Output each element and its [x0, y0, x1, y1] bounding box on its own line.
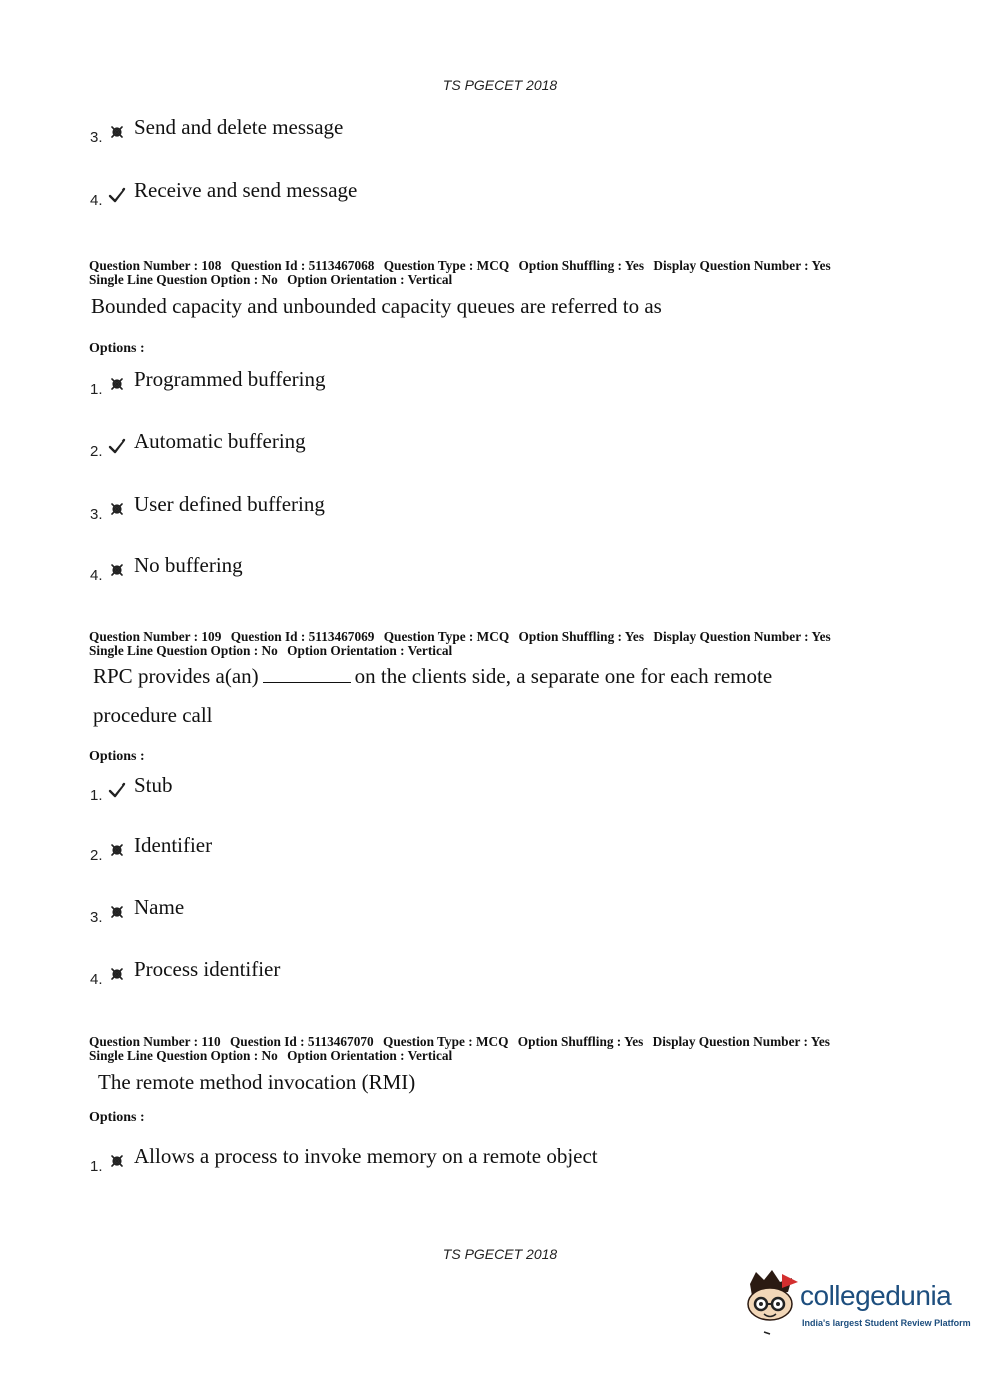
check-icon: [108, 437, 126, 455]
option-number: 2.: [90, 443, 103, 460]
option-shuffling: Option Shuffling : Yes: [517, 1034, 644, 1049]
single-line-option: Single Line Question Option : No: [89, 643, 278, 658]
check-icon: [108, 186, 126, 204]
question-meta: [89, 1035, 836, 1063]
cross-icon: [108, 1152, 126, 1170]
cross-icon: [108, 841, 126, 859]
option-number: 4.: [90, 567, 103, 584]
page-footer: TS PGECET 2018: [442, 1246, 558, 1262]
single-line-option: Single Line Question Option : No: [89, 272, 278, 287]
options-label: Options :: [89, 1110, 145, 1125]
option-number: 3.: [90, 129, 103, 146]
question-number: Question Number : 108: [89, 258, 222, 273]
option-number: 4.: [90, 192, 103, 209]
question-text: [93, 664, 772, 689]
question-type: Question Type : MCQ: [383, 629, 510, 644]
question-text: Bounded capacity and unbounded capacity queues are referred to as: [91, 294, 662, 318]
question-meta: [89, 630, 837, 658]
option-number: 3.: [90, 506, 103, 523]
option-shuffling: Option Shuffling : Yes: [518, 258, 645, 273]
question-id: Question Id : 5113467069: [230, 629, 375, 644]
display-question-number: Display Question Number : Yes: [652, 1034, 830, 1049]
question-text-part1: RPC provides a(an): [93, 664, 259, 688]
option-text: User defined buffering: [134, 492, 325, 516]
option-number: 2.: [90, 847, 103, 864]
options-label: Options :: [89, 749, 145, 764]
option-text: No buffering: [134, 553, 243, 577]
option-text: Receive and send message: [134, 178, 358, 202]
question-text-line2: procedure call: [93, 703, 213, 727]
option-number: 4.: [90, 971, 103, 988]
question-text: The remote method invocation (RMI): [98, 1070, 416, 1094]
question-type: Question Type : MCQ: [383, 258, 510, 273]
option-orientation: Option Orientation : Vertical: [287, 272, 453, 287]
cross-icon: [108, 903, 126, 921]
question-number: Question Number : 109: [89, 629, 222, 644]
mascot-icon: [742, 1268, 800, 1340]
option-orientation: Option Orientation : Vertical: [287, 643, 453, 658]
option-shuffling: Option Shuffling : Yes: [518, 629, 645, 644]
option-orientation: Option Orientation : Vertical: [287, 1048, 453, 1063]
question-meta: [89, 259, 837, 287]
single-line-option: Single Line Question Option : No: [89, 1048, 278, 1063]
option-number: 3.: [90, 909, 103, 926]
option-text: Allows a process to invoke memory on a remote object: [134, 1144, 598, 1168]
options-label: Options :: [89, 341, 145, 356]
option-text: Automatic buffering: [134, 429, 306, 453]
option-number: 1.: [90, 381, 103, 398]
logo-brand: collegedunia: [800, 1280, 952, 1311]
logo-tagline: India's largest Student Review Platform: [802, 1318, 971, 1328]
check-icon: [108, 781, 126, 799]
page-header: TS PGECET 2018: [442, 77, 558, 93]
question-type: Question Type : MCQ: [382, 1034, 509, 1049]
option-text: Stub: [134, 773, 173, 797]
cross-icon: [108, 500, 126, 518]
cross-icon: [108, 561, 126, 579]
cross-icon: [108, 375, 126, 393]
option-number: 1.: [90, 787, 103, 804]
option-text: Send and delete message: [134, 115, 344, 139]
question-id: Question Id : 5113467068: [230, 258, 375, 273]
cross-icon: [108, 965, 126, 983]
option-number: 1.: [90, 1158, 103, 1175]
collegedunia-logo: [742, 1268, 972, 1340]
option-text: Process identifier: [134, 957, 281, 981]
option-text: Name: [134, 895, 185, 919]
display-question-number: Display Question Number : Yes: [653, 629, 831, 644]
option-text: Identifier: [134, 833, 213, 857]
display-question-number: Display Question Number : Yes: [653, 258, 831, 273]
question-number: Question Number : 110: [89, 1034, 221, 1049]
fill-blank: [263, 682, 351, 683]
cross-icon: [108, 123, 126, 141]
question-id: Question Id : 5113467070: [229, 1034, 374, 1049]
question-text-part2: on the clients side, a separate one for each remote: [354, 664, 773, 688]
option-text: Programmed buffering: [134, 367, 326, 391]
